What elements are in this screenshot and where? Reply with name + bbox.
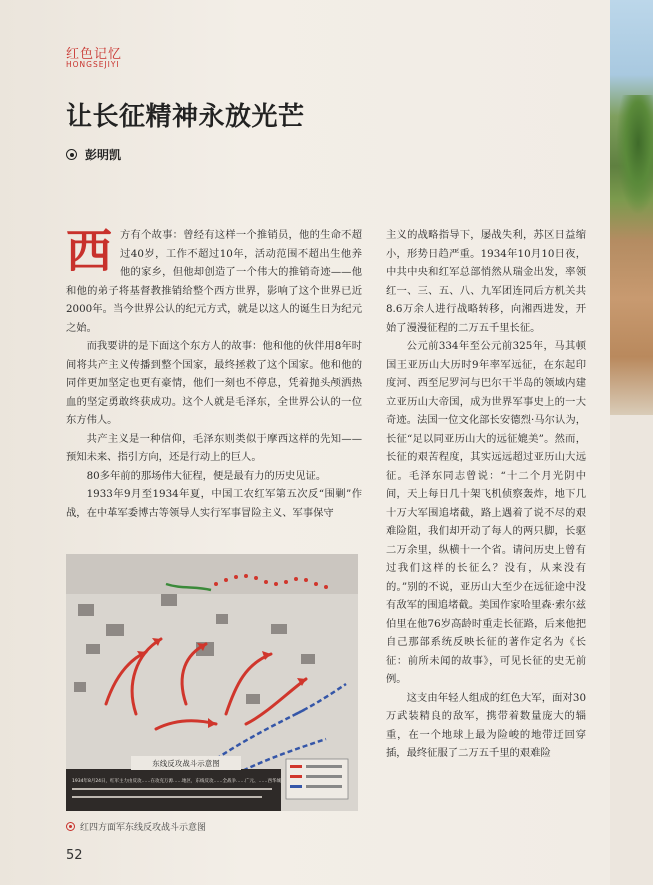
paragraph: 1933年9月至1934年夏，中国工农红军第五次反“围剿”作战，在中革军委博古等领导人实行军事冒险主义、军事保守	[66, 488, 362, 519]
figure-caption: 红四方面军东线反攻战斗示意图	[66, 820, 206, 833]
right-edge-background	[610, 415, 653, 885]
battle-map-illustration	[66, 554, 358, 811]
drop-cap: 西	[66, 224, 112, 278]
bullet-icon	[66, 822, 75, 831]
bullet-icon	[66, 149, 77, 160]
paragraph: 80多年前的那场伟大征程，便是最有力的历史见证。	[86, 469, 327, 482]
right-edge-photo	[610, 0, 653, 415]
section-label-pinyin: HONGSEJIYI	[66, 60, 120, 69]
paragraph: 西方有个故事：曾经有这样一个推销员，他的生命不超过40岁，工作不超过10年，活动范围不超出生他养他的家乡，但他却创造了一个伟大的推销奇迹——他和他的弟子将基督教推销给整个西方世界，影响了这个世界已近2000年。当今世界公认的纪元方式，就是以这人的诞生日为纪元之始。	[66, 224, 362, 334]
author-line	[66, 146, 121, 163]
author-name: 彭明凯	[85, 148, 122, 162]
article-column-right	[386, 226, 586, 763]
map-title: 东线反攻战斗示意图	[152, 759, 220, 768]
paragraph: 而我要讲的是下面这个东方人的故事：他和他的伙伴用8年时间将共产主义传播到整个国家，最终拯救了这个国家。他和他的同伴更加坚定也更有豪情，他们一刻也不停息，凭着抛头颅洒热血的坚定勇敢终获成功。这个人就是毛泽东，全世界公认的一位东方伟人。	[66, 340, 362, 426]
paragraph: 公元前334年至公元前325年，马其顿国王亚历山大历时9年率军远征，在东起印度河、西至尼罗河与巴尔干半岛的领域内建立亚历山大帝国，成为世界军事史上的一大奇迹。法国一位文化部长安德烈·马尔认为，长征“足以同亚历山大的远征媲美”。然而，长征的艰苦程度，其实远远超过亚历山大远征。毛泽东同志曾说：“十二个月光阴中间，天上每日几十架飞机侦察轰炸，地下几十万大军围追堵截，路上遇着了说不尽的艰难险阻，我们却开动了每人的两只脚，长驱二万余里，纵横十一个省。请问历史上曾有过我们这样的长征么？没有，从来没有的。”别的不说，亚历山大至少在远征途中没有敌军的围追堵截。美国作家哈里森·索尔兹伯里在他76岁高龄时重走长征路，后来他把自己那部系统反映长征的著作定名为《长征：前所未闻的故事》，可见长征的史无前例。	[386, 340, 586, 685]
article-title: 让长征精神永放光芒	[66, 102, 305, 132]
section-label: 红色记忆	[66, 47, 123, 62]
article-column-left	[66, 226, 362, 522]
map-description: 1934年8月24日，红军主力由反攻……在攻克万源……地区，东线反攻……全战争……广元、……西华城	[72, 779, 282, 784]
paragraph: 主义的战略指导下，屡战失利，苏区日益缩小，形势日趋严重。1934年10月10日夜，中共中央和红军总部悄然从瑞金出发，率领红一、三、五、八、九军团连同后方机关共8.6万余人进行战略转移，向湘西进发，开始了漫漫征程的二万五千里长征。	[386, 229, 586, 334]
paragraph: 共产主义是一种信仰，毛泽东则类似于摩西这样的先知——预知未来、指引方向，还是行动上的巨人。	[66, 432, 362, 463]
paragraph: 这支由年轻人组成的红色大军，面对30万武装精良的敌军，携带着数量庞大的辎重，在一个地球上最为险峻的地带迂回穿插，最终征服了二万五千里的艰难险	[386, 691, 586, 759]
tree-foliage	[616, 95, 653, 215]
page-number: 52	[66, 848, 83, 863]
battle-map-photo	[66, 554, 358, 811]
